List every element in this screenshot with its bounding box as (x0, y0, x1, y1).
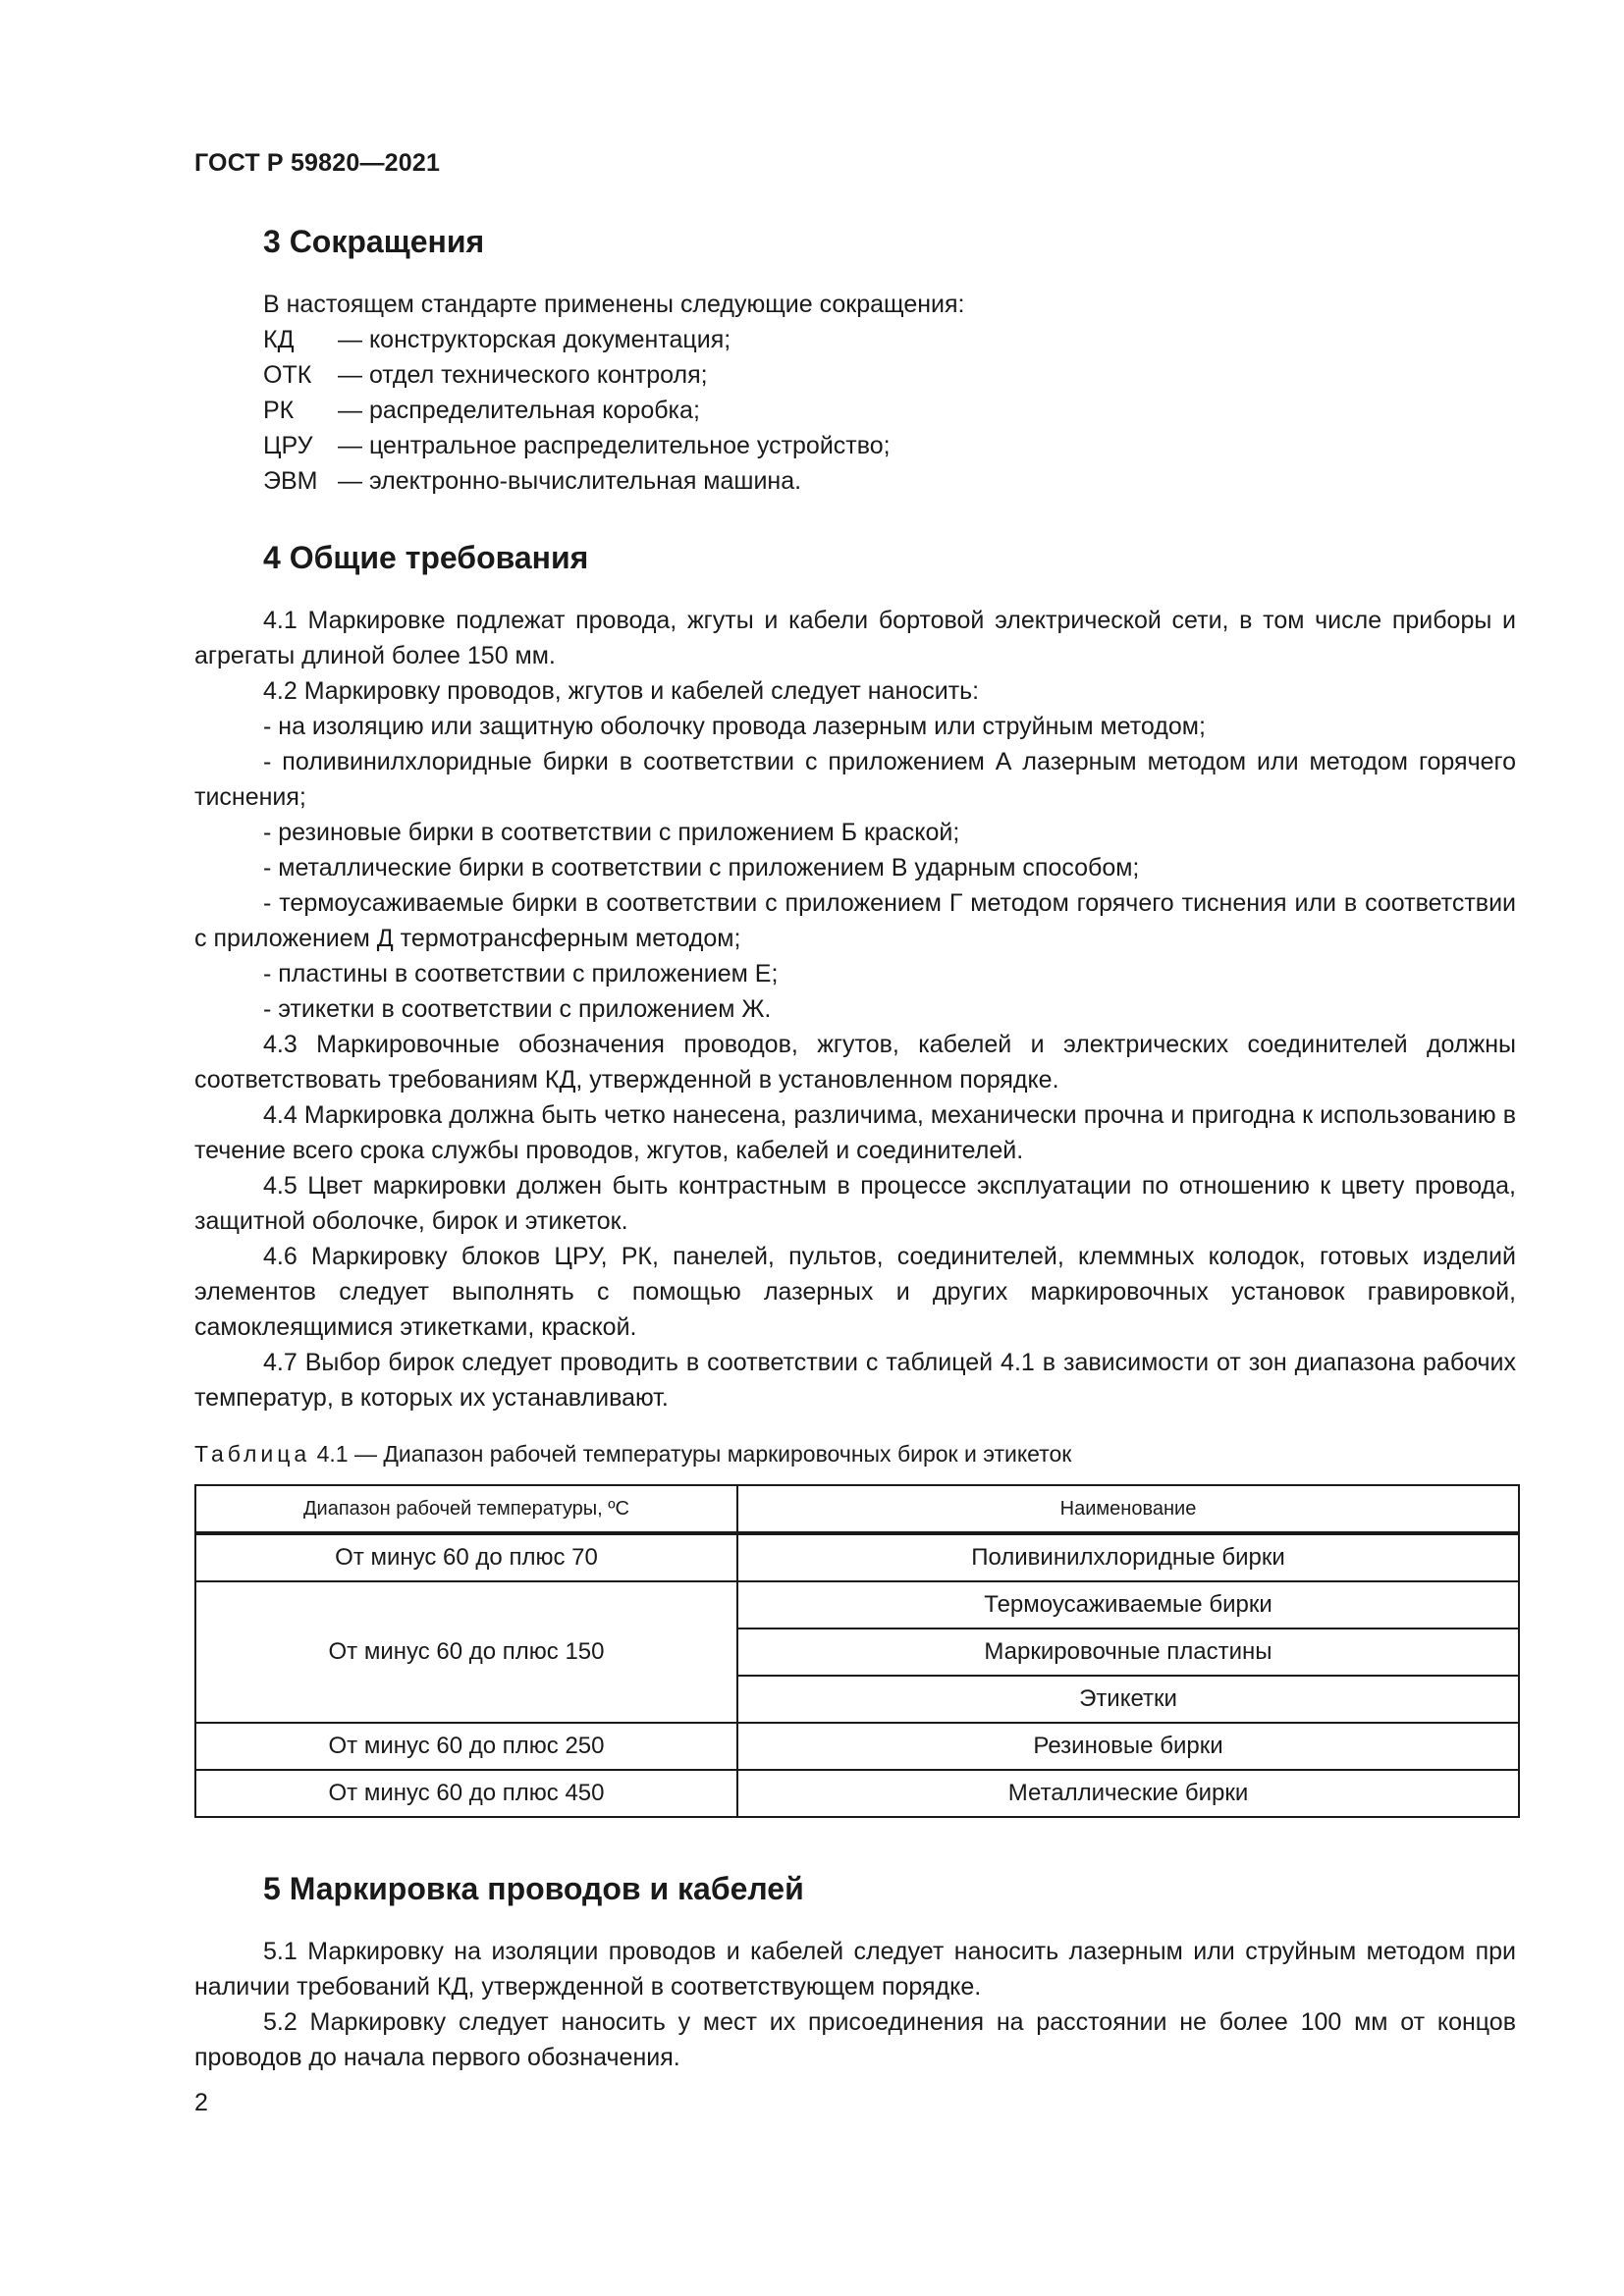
abbreviation-definition: — отдел технического контроля; (338, 361, 708, 389)
paragraph-4-5: 4.5 Цвет маркировки должен быть контрастным в процессе эксплуатации по отношению к цвету провода, защитной оболочке, бирок и этикеток. (194, 1172, 1516, 1235)
abbreviation-definition: — конструкторская документация; (338, 326, 731, 353)
abbreviation-item (263, 463, 801, 499)
abbreviation-item (263, 357, 708, 393)
list-item: - металлические бирки в соответствии с приложением В ударным способом; (263, 854, 1140, 881)
paragraph-4-1: 4.1 Маркировке подлежат провода, жгуты и кабели бортовой электрической сети, в том числе приборы и агрегаты длиной более 150 мм. (194, 607, 1516, 669)
page-number: 2 (194, 2089, 208, 2116)
section-3-intro: В настоящем стандарте применены следующие сокращения: (263, 291, 965, 318)
table-header-row (195, 1485, 1519, 1533)
table-caption-text: 4.1 — Диапазон рабочей температуры маркировочных бирок и этикеток (316, 1441, 1072, 1467)
abbreviation-term: ЦРУ (263, 432, 313, 459)
table-cell-name: Термоусаживаемые бирки (737, 1581, 1519, 1629)
paragraph-4-3: 4.3 Маркировочные обозначения проводов, жгутов, кабелей и электрических соединителей должны соответствовать требованиям КД, утвержденной в установленном порядке. (194, 1031, 1516, 1094)
section-5-title: 5 Маркировка проводов и кабелей (263, 1871, 804, 1906)
abbreviation-item (263, 322, 731, 357)
abbreviation-item (263, 428, 891, 463)
list-item: - пластины в соответствии с приложением Е; (263, 960, 779, 988)
paragraph-4-2: 4.2 Маркировку проводов, жгутов и кабелей следует наносить: (263, 677, 980, 705)
abbreviation-definition: — распределительная коробка; (338, 397, 700, 424)
table-cell-range: От минус 60 до плюс 150 (195, 1581, 737, 1723)
temperature-table (194, 1484, 1520, 1818)
paragraph-4-4: 4.4 Маркировка должна быть четко нанесена, различима, механически прочна и пригодна к использованию в течение всего срока службы проводов, жгутов, кабелей и соединителей. (194, 1101, 1516, 1164)
table-row (195, 1581, 1519, 1629)
section-4-title: 4 Общие требования (263, 540, 589, 575)
table-cell-name: Этикетки (737, 1676, 1519, 1723)
abbreviation-term: ЭВМ (263, 467, 318, 495)
abbreviation-definition: — электронно-вычислительная машина. (338, 467, 802, 495)
table-row (195, 1770, 1519, 1817)
table-caption (194, 1441, 1071, 1468)
table-row (195, 1533, 1519, 1581)
table-cell-range: От минус 60 до плюс 70 (195, 1533, 737, 1581)
table-cell-name: Металлические бирки (737, 1770, 1519, 1817)
abbreviation-term: РК (263, 397, 295, 424)
table-header-cell: Наименование (737, 1485, 1519, 1533)
list-item: - этикетки в соответствии с приложением Ж. (263, 995, 772, 1023)
table-cell-name: Маркировочные пластины (737, 1629, 1519, 1676)
table-cell-range: От минус 60 до плюс 450 (195, 1770, 737, 1817)
paragraph-5-2: 5.2 Маркировку следует наносить у мест их присоединения на расстоянии не более 100 мм от концов проводов до начала первого обозначения. (194, 2008, 1516, 2071)
list-item: - термоусаживаемые бирки в соответствии с приложением Г методом горячего тиснения или в соответствии с приложением Д термотрансферным методом; (194, 889, 1516, 952)
paragraph-4-7: 4.7 Выбор бирок следует проводить в соответствии с таблицей 4.1 в зависимости от зон диапазона рабочих температур, в которых их устанавливают. (194, 1349, 1516, 1412)
abbreviation-term: КД (263, 326, 295, 353)
table-caption-label: Таблица (194, 1441, 311, 1467)
paragraph-5-1: 5.1 Маркировку на изоляции проводов и кабелей следует наносить лазерным или струйным методом при наличии требований КД, утвержденной в соответствующем порядке. (194, 1938, 1516, 2001)
table-cell-range: От минус 60 до плюс 250 (195, 1723, 737, 1770)
section-3-title: 3 Сокращения (263, 224, 485, 259)
table-row (195, 1723, 1519, 1770)
table-cell-name: Поливинилхлоридные бирки (737, 1533, 1519, 1581)
list-item: - резиновые бирки в соответствии с приложением Б краской; (263, 819, 960, 846)
abbreviation-definition: — центральное распределительное устройство; (338, 432, 891, 459)
paragraph-4-6: 4.6 Маркировку блоков ЦРУ, РК, панелей, пультов, соединителей, клеммных колодок, готовых изделий элементов следует выполнять с помощью лазерных и других маркировочных установок гравировкой, самоклеящимися этикетками, краской. (194, 1243, 1516, 1341)
abbreviation-term: ОТК (263, 361, 312, 389)
abbreviation-item (263, 393, 700, 428)
table-cell-name: Резиновые бирки (737, 1723, 1519, 1770)
document-code: ГОСТ Р 59820—2021 (194, 149, 441, 177)
list-item: - на изоляцию или защитную оболочку провода лазерным или струйным методом; (263, 713, 1206, 740)
list-item: - поливинилхлоридные бирки в соответствии с приложением А лазерным методом или методом горячего тиснения; (194, 748, 1516, 811)
table-header-cell: Диапазон рабочей температуры, ºС (195, 1485, 737, 1533)
